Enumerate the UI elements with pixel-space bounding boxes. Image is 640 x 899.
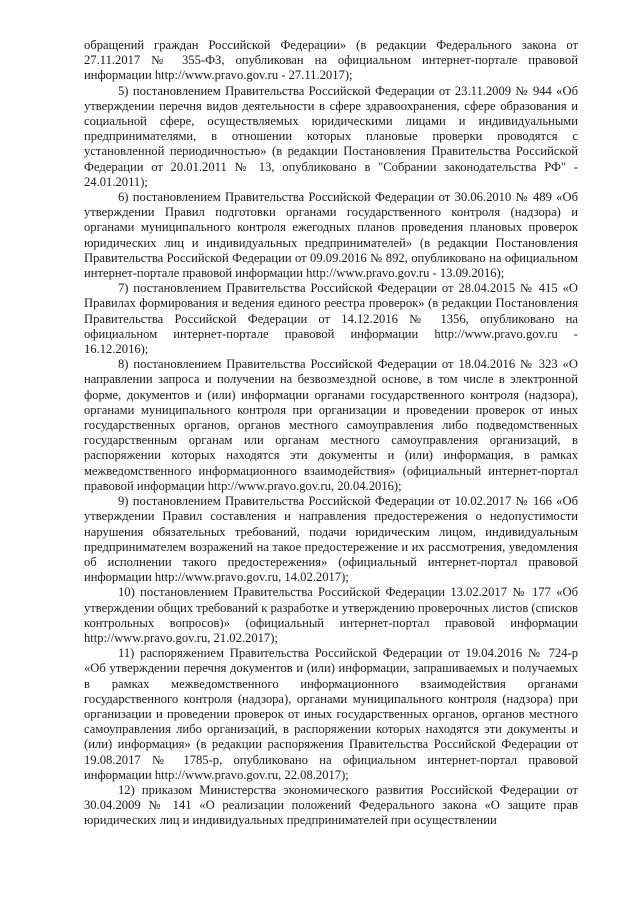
paragraph-item-9: 9) постановлением Правительства Российской Федерации от 10.02.2017 № 166 «Об утверждении Правил составления и направления предостережения о недопустимости нарушения обязательных требований, подачи юридическим лицом, индивидуальным предпринимателем возражений на такое предостережение и их рассмотрения, уведомления об исполнении такого предостережения» (официальный интернет-портал правовой информации http://www.pravo.gov.ru, 14.02.2017); [84,494,578,585]
paragraph-continuation: обращений граждан Российской Федерации» (в редакции Федерального закона от 27.11.2017 № 355-ФЗ, опубликован на официальном интернет-портале правовой информации http://www.pravo.gov.ru - 27.11.2017); [84,38,578,83]
paragraph-item-11: 11) распоряжением Правительства Российской Федерации от 19.04.2016 № 724-р «Об утверждении перечня документов и (или) информации, запрашиваемых и получаемых в рамках межведомственного информационного взаимодействия органами государственного контроля (надзора), органами муниципального контроля (надзора) при организации и проведении проверок от иных государственных органов, органов местного самоуправления либо организаций, в распоряжении которых находятся эти документы и (или) информация» (в редакции распоряжения Правительства Российской Федерации от 19.08.2017 № 1785-р, опубликовано на официальном интернет-портал правовой информации http://www.pravo.gov.ru, 22.08.2017); [84,646,578,782]
paragraph-item-6: 6) постановлением Правительства Российской Федерации от 30.06.2010 № 489 «Об утверждении Правил подготовки органами государственного контроля (надзора) и органами муниципального контроля ежегодных планов проведения плановых проверок юридических лиц и индивидуальных предпринимателей» (в редакции Постановления Правительства Российской Федерации от 09.09.2016 № 892, опубликовано на официальном интернет-портале правовой информации http://www.pravo.gov.ru - 13.09.2016); [84,190,578,281]
paragraph-item-12: 12) приказом Министерства экономического развития Российской Федерации от 30.04.2009 № 141 «О реализации положений Федерального закона «О защите прав юридических лиц и индивидуальных предпринимателей при осуществлении [84,782,578,828]
paragraph-item-7: 7) постановлением Правительства Российской Федерации от 28.04.2015 № 415 «О Правилах формирования и ведения единого реестра проверок» (в редакции Постановления Правительства Российской Федерации от 14.12.2016 № 1356, опубликовано на официальном интернет-портале правовой информации http://www.pravo.gov.ru - 16.12.2016); [84,281,578,357]
paragraph-item-5: 5) постановлением Правительства Российской Федерации от 23.11.2009 № 944 «Об утверждении перечня видов деятельности в сфере здравоохранения, сфере образования и социальной сфере, осуществляемых юридическими лицами и индивидуальными предпринимателями, в отношении которых плановые проверки проводятся с установленной периодичностью» (в редакции Постановления Правительства Российской Федерации от 20.01.2011 № 13, опубликовано в "Собрании законодательства РФ" - 24.01.2011); [84,83,578,189]
paragraph-item-8: 8) постановлением Правительства Российской Федерации от 18.04.2016 № 323 «О направлении запроса и получении на безвозмездной основе, в том числе в электронной форме, документов и (или) информации органами государственного контроля (надзора), органами муниципального контроля при организации и проведении проверок от иных государственных органов, органов местного самоуправления либо подведомственных государственным органам или органам местного самоуправления организаций, в распоряжении которых находятся эти документы и (или) информация, в рамках межведомственного информационного взаимодействия» (официальный интернет-портал правовой информации http://www.pravo.gov.ru, 20.04.2016); [84,357,578,493]
document-body [84,38,578,829]
paragraph-item-10: 10) постановлением Правительства Российской Федерации 13.02.2017 № 177 «Об утверждении общих требований к разработке и утверждению проверочных листов (списков контрольных вопросов)» (официальный интернет-портал правовой информации http://www.pravo.gov.ru, 21.02.2017); [84,585,578,645]
